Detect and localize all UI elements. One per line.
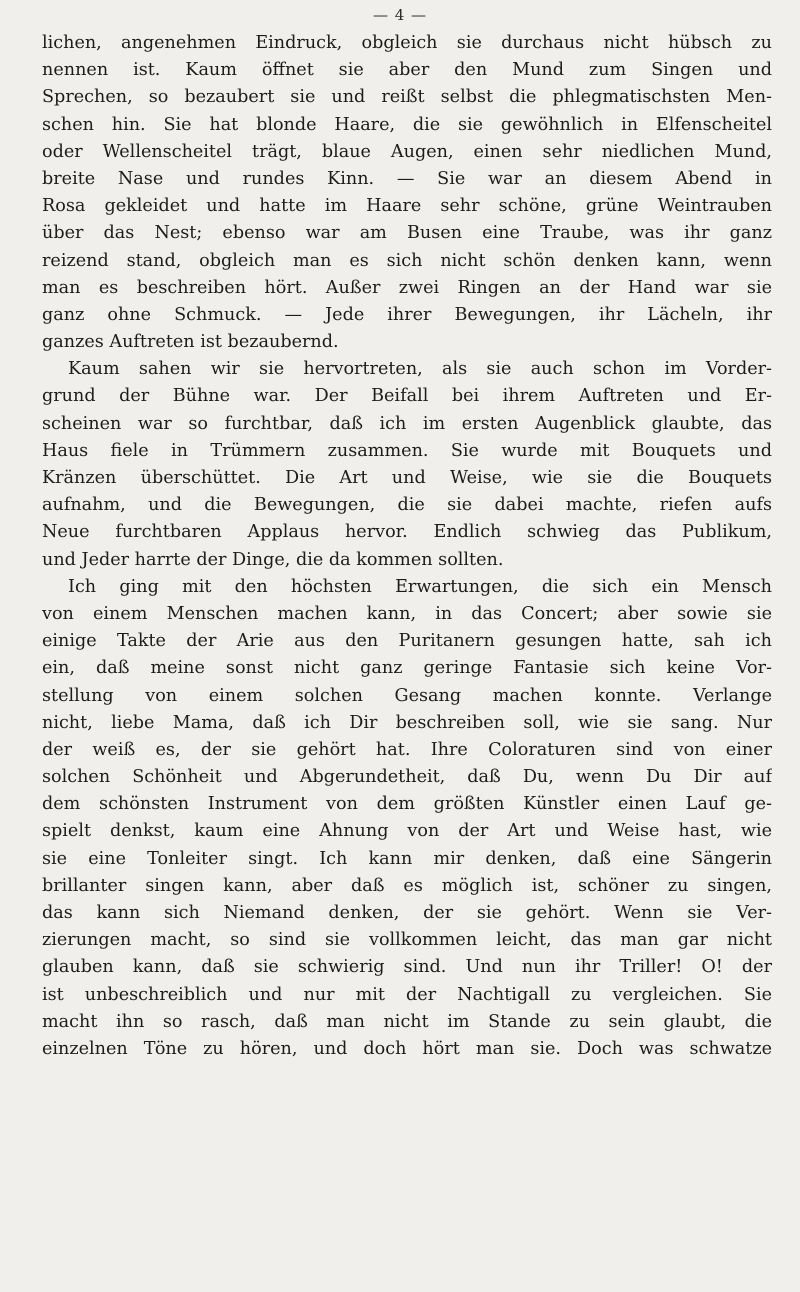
text-line: solchen Schönheit und Abgerundetheit, daß Du, wenn Du Dir auf: [42, 767, 772, 788]
text-line: glauben kann, daß sie schwierig sind. Und nun ihr Triller! O! der: [42, 957, 772, 978]
text-line: ist unbeschreiblich und nur mit der Nachtigall zu vergleichen. Sie: [42, 984, 772, 1005]
text-line: oder Wellenscheitel trägt, blaue Augen, einen sehr niedlichen Mund,: [42, 141, 772, 162]
text-line: macht ihn so rasch, daß man nicht im Stande zu sein glaubt, die: [42, 1011, 772, 1032]
text-line: spielt denkst, kaum eine Ahnung von der Art und Weise hast, wie: [42, 821, 772, 842]
text-line: ganz ohne Schmuck. — Jede ihrer Bewegungen, ihr Lächeln, ihr: [42, 304, 772, 325]
text-line: und Jeder harrte der Dinge, die da kommen sollten.: [42, 549, 504, 570]
text-line: sie eine Tonleiter singt. Ich kann mir denken, daß eine Sängerin: [42, 848, 772, 869]
text-line: grund der Bühne war. Der Beifall bei ihrem Auftreten und Er-: [42, 386, 772, 407]
text-line: stellung von einem solchen Gesang machen konnte. Verlange: [42, 685, 772, 706]
text-line: Kränzen überschüttet. Die Art und Weise, wie sie die Bouquets: [42, 468, 772, 488]
text-line: aufnahm, und die Bewegungen, die sie dabei machte, riefen aufs: [42, 495, 772, 516]
text-line: von einem Menschen machen kann, in das Concert; aber sowie sie: [42, 603, 772, 624]
text-line: scheinen war so furchtbar, daß ich im ersten Augenblick glaubte, das: [42, 413, 772, 434]
text-line: ganzes Auftreten ist bezaubernd.: [42, 332, 339, 353]
text-line: Sprechen, so bezaubert sie und reißt selbst die phlegmatischsten Men-: [42, 87, 772, 108]
text-line: schen hin. Sie hat blonde Haare, die sie gewöhnlich in Elfenscheitel: [42, 114, 772, 135]
text-line: Ich ging mit den höchsten Erwartungen, die sich ein Mensch: [68, 576, 772, 597]
text-line: das kann sich Niemand denken, der sie gehört. Wenn sie Ver-: [42, 903, 772, 923]
text-line: lichen, angenehmen Eindruck, obgleich sie durchaus nicht hübsch zu: [42, 33, 772, 53]
text-line: einzelnen Töne zu hören, und doch hört man sie. Doch was schwatze: [42, 1038, 772, 1059]
text-line: der weiß es, der sie gehört hat. Ihre Coloraturen sind von einer: [42, 739, 772, 760]
page-number: — 4 —: [372, 6, 428, 24]
text-line: breite Nase und rundes Kinn. — Sie war an diesem Abend in: [42, 168, 772, 189]
text-line: ein, daß meine sonst nicht ganz geringe Fantasie sich keine Vor-: [42, 658, 772, 679]
text-body: [42, 30, 772, 1063]
text-line: über das Nest; ebenso war am Busen eine Traube, was ihr ganz: [42, 223, 772, 244]
text-line: nennen ist. Kaum öffnet sie aber den Mund zum Singen und: [42, 60, 772, 81]
text-line: man es beschreiben hört. Außer zwei Ringen an der Hand war sie: [42, 277, 772, 298]
text-line: Haus fiele in Trümmern zusammen. Sie wurde mit Bouquets und: [42, 440, 772, 461]
text-line: Rosa gekleidet und hatte im Haare sehr schöne, grüne Weintrauben: [42, 196, 772, 217]
text-line: dem schönsten Instrument von dem größten Künstler einen Lauf ge-: [42, 794, 772, 815]
text-line: Kaum sahen wir sie hervortreten, als sie auch schon im Vorder-: [68, 359, 772, 380]
text-line: einige Takte der Arie aus den Puritanern gesungen hatte, sah ich: [42, 631, 772, 652]
text-line: zierungen macht, so sind sie vollkommen leicht, das man gar nicht: [42, 930, 772, 951]
text-line: reizend stand, obgleich man es sich nicht schön denken kann, wenn: [42, 250, 772, 271]
text-line: nicht, liebe Mama, daß ich Dir beschreiben soll, wie sie sang. Nur: [42, 712, 772, 733]
text-line: brillanter singen kann, aber daß es möglich ist, schöner zu singen,: [42, 875, 772, 896]
text-line: Neue furchtbaren Applaus hervor. Endlich schwieg das Publikum,: [42, 522, 772, 543]
